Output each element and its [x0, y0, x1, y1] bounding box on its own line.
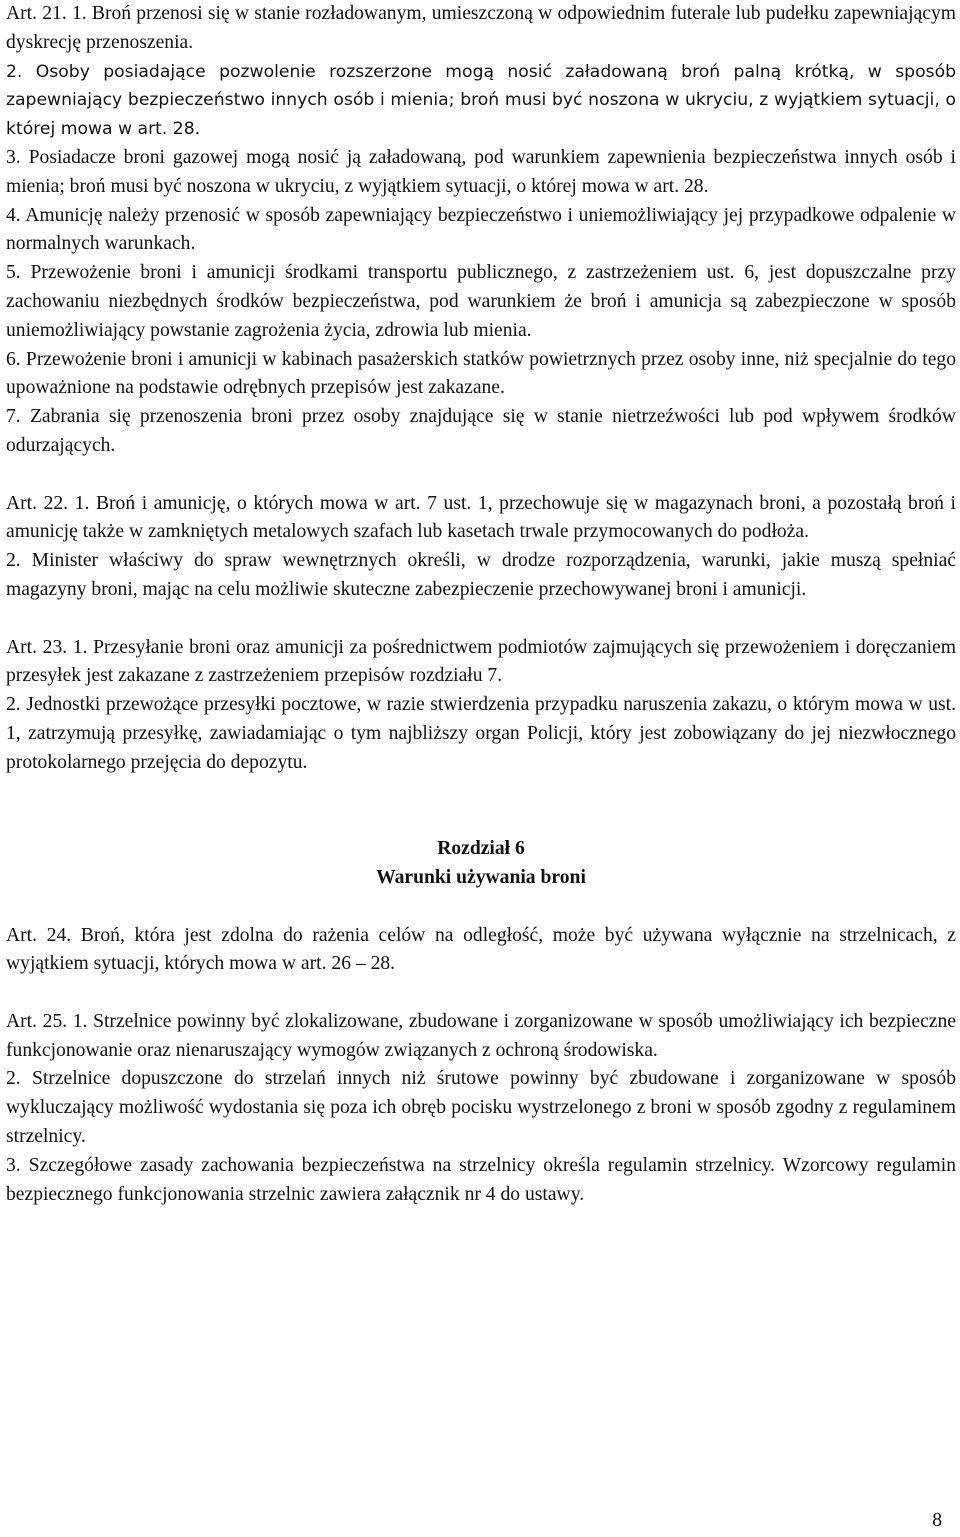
art21-par6: 6. Przewożenie broni i amunicji w kabinach pasażerskich statków powietrznych przez osoby inne, niż specjalnie do tego upoważnione na podstawie odrębnych przepisów jest zakazane. [6, 348, 956, 399]
spacer [6, 461, 956, 490]
art25-par3: 3. Szczegółowe zasady zachowania bezpieczeństwa na strzelnicy określa regulamin strzelnicy. Wzorcowy regulamin bezpiecznego funkcjonowania strzelnic zawiera załącznik nr 4 do ustawy. [6, 1154, 956, 1205]
art21-par5: 5. Przewożenie broni i amunicji środkami transportu publicznego, z zastrzeżeniem ust. 6, jest dopuszczalne przy zachowaniu niezbędnych środków bezpieczeństwa, pod warunkiem że broń i amunicja są zabezpieczone w sposób uniemożliwiający powstanie zagrożenia życia, zdrowia lub mienia. [6, 262, 956, 341]
art25-par2: 2. Strzelnice dopuszczone do strzelań innych niż śrutowe powinny być zbudowane i zorganizowane w sposób wykluczający możliwość wydostania się poza ich obręb pocisku wystrzelonego z broni w sposób zgodny z regulaminem strzelnicy. [6, 1068, 956, 1148]
art23-par1: Art. 23. 1. Przesyłanie broni oraz amunicji za pośrednictwem podmiotów zajmujących się przewożeniem i doręczaniem przesyłek jest zakazane z zastrzeżeniem przepisów rozdziału 7. [6, 636, 956, 687]
art21-par1: Art. 21. 1. Broń przenosi się w stanie rozładowanym, umieszczoną w odpowiednim futerale lub pudełku zapewniającym dyskrecję przenoszenia. [6, 3, 956, 53]
spacer [6, 778, 956, 807]
art22-par2: 2. Minister właściwy do spraw wewnętrznych określi, w drodze rozporządzenia, warunki, jakie muszą spełniać magazyny broni, mając na celu możliwie skuteczne zabezpieczenie przechowywanej broni i amunicji. [6, 550, 956, 600]
art24: Art. 24. Broń, która jest zdolna do rażenia celów na odległość, może być używana wyłącznie na strzelnicach, z wyjątkiem sytuacji, których mowa w art. 26 – 28. [6, 924, 956, 975]
spacer [6, 605, 956, 634]
spacer [6, 806, 956, 835]
art21-par2: 2. Osoby posiadające pozwolenie rozszerzone mogą nosić załadowaną broń palną krótką, w sposób zapewniający bezpieczeństwo innych osób i mienia; broń musi być noszona w ukryciu, z wyjątkiem sytuacji, o której mowa w art. 28. [6, 61, 956, 140]
chapter-number: Rozdział 6 [437, 838, 525, 860]
art21-par4: 4. Amunicję należy przenosić w sposób zapewniający bezpieczeństwo i uniemożliwiający jej przypadkowe odpalenie w normalnych warunkach. [6, 204, 956, 255]
spacer [6, 893, 956, 922]
art22-par1: Art. 22. 1. Broń i amunicję, o których mowa w art. 7 ust. 1, przechowuje się w magazynach broni, a pozostałą broń i amunicję także w zamkniętych metalowych szafach lub kasetach trwale przymocowanych do podłoża. [6, 492, 956, 543]
art21-par3: 3. Posiadacze broni gazowej mogą nosić ją załadowaną, pod warunkiem zapewnienia bezpieczeństwa innych osób i mienia; broń musi być noszona w ukryciu, z wyjątkiem sytuacji, o której mowa w art. 28. [6, 146, 956, 197]
art23-par2: 2. Jednostki przewożące przesyłki pocztowe, w razie stwierdzenia przypadku naruszenia zakazu, o którym mowa w ust. 1, zatrzymują przesyłkę, zawiadamiając o tym najbliższy organ Policji, który jest zobowiązany do jej niezwłocznego protokolarnego przejęcia do depozytu. [6, 694, 956, 773]
document-page [6, 0, 956, 1209]
art25-par1: Art. 25. 1. Strzelnice powinny być zlokalizowane, zbudowane i zorganizowane w sposób umożliwiający ich bezpieczne funkcjonowanie oraz nienaruszający wymogów związanych z ochroną środowiska. [6, 1010, 956, 1061]
page-number: 8 [932, 1510, 942, 1531]
art21-par7: 7. Zabrania się przenoszenia broni przez osoby znajdujące się w stanie nietrzeźwości lub pod wpływem środków odurzających. [6, 406, 956, 456]
spacer [6, 979, 956, 1008]
chapter-title: Warunki używania broni [376, 866, 586, 888]
